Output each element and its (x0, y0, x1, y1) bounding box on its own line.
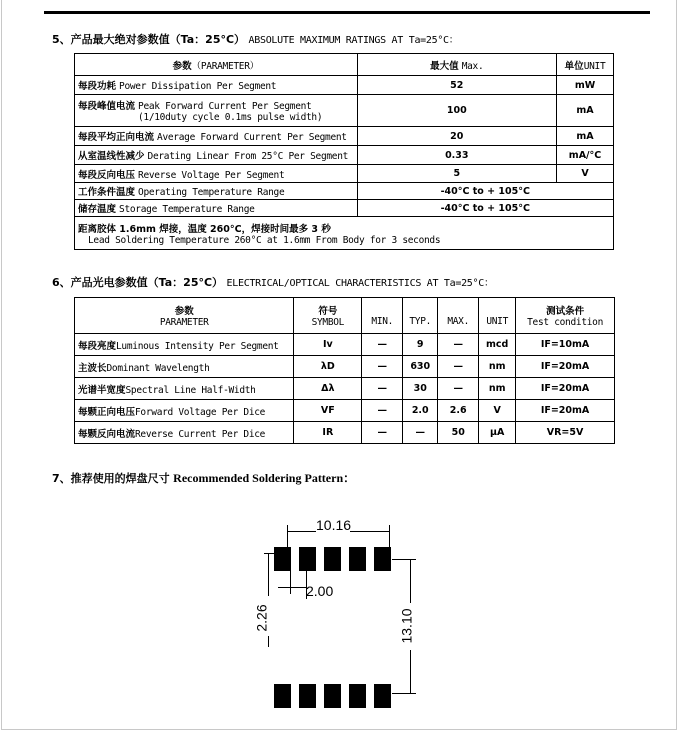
max-ratings-header: 参数（PARAMETER） 最大值 Max. 单位UNIT (75, 54, 614, 76)
table-row: 从室温线性减少 Derating Linear From 25°C Per Segment 0.33 mA/°C (75, 146, 614, 165)
table-row: 每颗反向电流Reverse Current Per Dice IR — — 50 μA VR=5V (75, 422, 615, 444)
dim-line (268, 636, 269, 647)
dim-line (410, 559, 411, 603)
solder-pad (299, 547, 316, 571)
top-rule (44, 11, 650, 14)
dim-width-label: 10.16 (316, 517, 352, 533)
table-row: 每段功耗 Power Dissipation Per Segment 52 mW (75, 76, 614, 95)
dim-line (410, 650, 411, 694)
dim-line (287, 525, 288, 547)
solder-pad (274, 547, 291, 571)
dim-line (389, 525, 390, 547)
table-row: 每颗正向电压Forward Voltage Per Dice VF — 2.0 2.6 V IF=20mA (75, 400, 615, 422)
dim-line (264, 553, 276, 554)
section6-heading: 6、产品光电参数值（Ta：25°C） ELECTRICAL/OPTICAL CHARACTERISTICS AT Ta=25°C： (52, 276, 494, 289)
table-row: 工作条件温度 Operating Temperature Range -40°C to + 105°C (75, 183, 614, 200)
solder-pad (349, 684, 366, 708)
solder-pad (374, 547, 391, 571)
electrical-table (74, 297, 615, 444)
table-row: 每段峰值电流 Peak Forward Current Per Segment (1/10duty cycle 0.1ms pulse width) 100 mA (75, 95, 614, 127)
table-row: 每段亮度Luminous Intensity Per Segment Iv — 9 — mcd IF=10mA (75, 334, 615, 356)
electrical-header: 参数 PARAMETER 符号 SYMBOL MIN. TYP. MAX. UNIT 测试条件 Test condition (75, 298, 615, 334)
solder-pad (299, 684, 316, 708)
table-row: 每段反向电压 Reverse Voltage Per Segment 5 V (75, 165, 614, 183)
solder-pad (324, 684, 341, 708)
dim-line (268, 553, 269, 596)
table-row: 储存温度 Storage Temperature Range -40°C to + 105°C (75, 200, 614, 217)
dim-line (392, 693, 416, 694)
dim-line (287, 531, 316, 532)
dim-line (290, 571, 291, 594)
dim-pad-height-label: 2.26 (253, 604, 270, 632)
solder-pad (349, 547, 366, 571)
solder-pad (324, 547, 341, 571)
table-row: 光谱半宽度Spectral Line Half-Width Δλ — 30 — nm IF=20mA (75, 378, 615, 400)
dim-line (278, 587, 306, 588)
max-ratings-table (74, 53, 614, 250)
dim-pitch-label: 2.00 (306, 583, 334, 599)
table-row: 每段平均正向电流 Average Forward Current Per Segment 20 mA (75, 127, 614, 146)
table-row: 主波长Dominant Wavelength λD — 630 — nm IF=20mA (75, 356, 615, 378)
solder-pad (374, 684, 391, 708)
dim-line (392, 559, 416, 560)
solder-pad (274, 684, 291, 708)
dim-line (350, 531, 390, 532)
section7-heading: 7、推荐使用的焊盘尺寸 Recommended Soldering Pattern： (52, 471, 356, 485)
solder-note-row: 距离胶体 1.6mm 焊接，温度 260°C，焊接时间最多 3 秒 Lead Soldering Temperature 260°C at 1.6mm From Body for 3 seconds (75, 217, 614, 250)
section5-heading: 5、产品最大绝对参数值（Ta：25°C） ABSOLUTE MAXIMUM RATINGS AT Ta=25°C： (52, 33, 459, 46)
dim-total-height-label: 13.10 (398, 608, 415, 644)
